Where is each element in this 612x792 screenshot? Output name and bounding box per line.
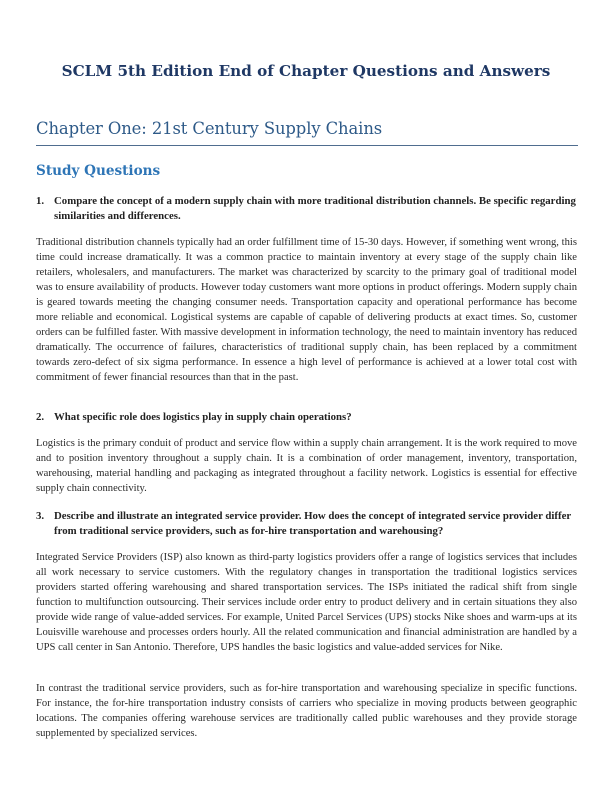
question-text: Describe and illustrate an integrated service provider. How does the concept of integrated service provider differ from traditional service providers, such as for-hire transportation and warehousing? <box>54 510 571 537</box>
document-title: SCLM 5th Edition End of Chapter Questions and Answers <box>61 62 551 80</box>
chapter-heading: Chapter One: 21st Century Supply Chains <box>36 119 383 138</box>
question-2 <box>36 410 576 425</box>
question-3 <box>36 509 576 539</box>
section-heading: Study Questions <box>36 163 161 179</box>
answer-paragraph: Integrated Service Providers (ISP) also known as third-party logistics providers offer a range of logistics services that includes all work necessary to service customers. With the regulatory changes in transportation the traditional logistics services providers started offering warehousing and shared transportation services. The ISPs initiated the radical shift from single function to multifunction outsourcing. Their services include order entry to product delivery and in certain situations they also provide wide range of value-added services. For example, United Parcel Services (UPS) stocks Nike shoes and warm-ups at its Louisville warehouse and processes orders hourly. All the related communication and financial administration are handled by a UPS call center in San Antonio. Therefore, UPS handles the basic logistics and value-added services for Nike. <box>36 552 577 654</box>
heading-divider <box>36 145 578 146</box>
question-number: 3. <box>36 510 45 522</box>
question-text: What specific role does logistics play in supply chain operations? <box>54 411 352 423</box>
question-text: Compare the concept of a modern supply chain with more traditional distribution channels. Be specific regarding similarities and differences. <box>54 195 576 222</box>
question-number: 1. <box>36 195 45 207</box>
answer-paragraph: Traditional distribution channels typically had an order fulfillment time of 15-30 days. However, if something went wrong, this time could increase dramatically. It was a common practice to maintain inventory at every stage of the supply chain like retailers, wholesalers, and manufacturers. The market was characterized by scarcity to the primary goal of traditional model was to ensure availability of products. However today customers want more options in product offerings. Modern supply chain is geared towards meeting the changing consumer needs. Transportation capacity and operational performance has become more reliable and economical. Logistical systems are capable of capable of delivering products at exact times. So, customer orders can be fulfilled faster. With massive development in information technology, the need to maintain inventory has reduced dramatically. The occurrence of failures, characteristics of traditional supply chain, has been replaced by a commitment towards zero-defect of six sigma performance. In essence a high level of performance is achieved at a lower total cost with commitment of fewer financial resources than that in the past. <box>36 237 577 384</box>
question-number: 2. <box>36 411 45 423</box>
question-1 <box>36 194 576 224</box>
answer-paragraph: Logistics is the primary conduit of product and service flow within a supply chain arrangement. It is the work required to move and to position inventory throughout a supply chain. It is a combination of order management, inventory, transportation, warehousing, material handling and packaging as integrated throughout a facility network. Logistics is essential for effective supply chain connectivity. <box>36 438 577 495</box>
answer-paragraph: In contrast the traditional service providers, such as for-hire transportation and warehousing specialize in specific functions. For instance, the for-hire transportation industry consists of carriers who specialize in moving products between geographic locations. The companies offering warehouse services are traditionally called public warehouses and they provide storage supplemented by specialized services. <box>36 683 577 740</box>
